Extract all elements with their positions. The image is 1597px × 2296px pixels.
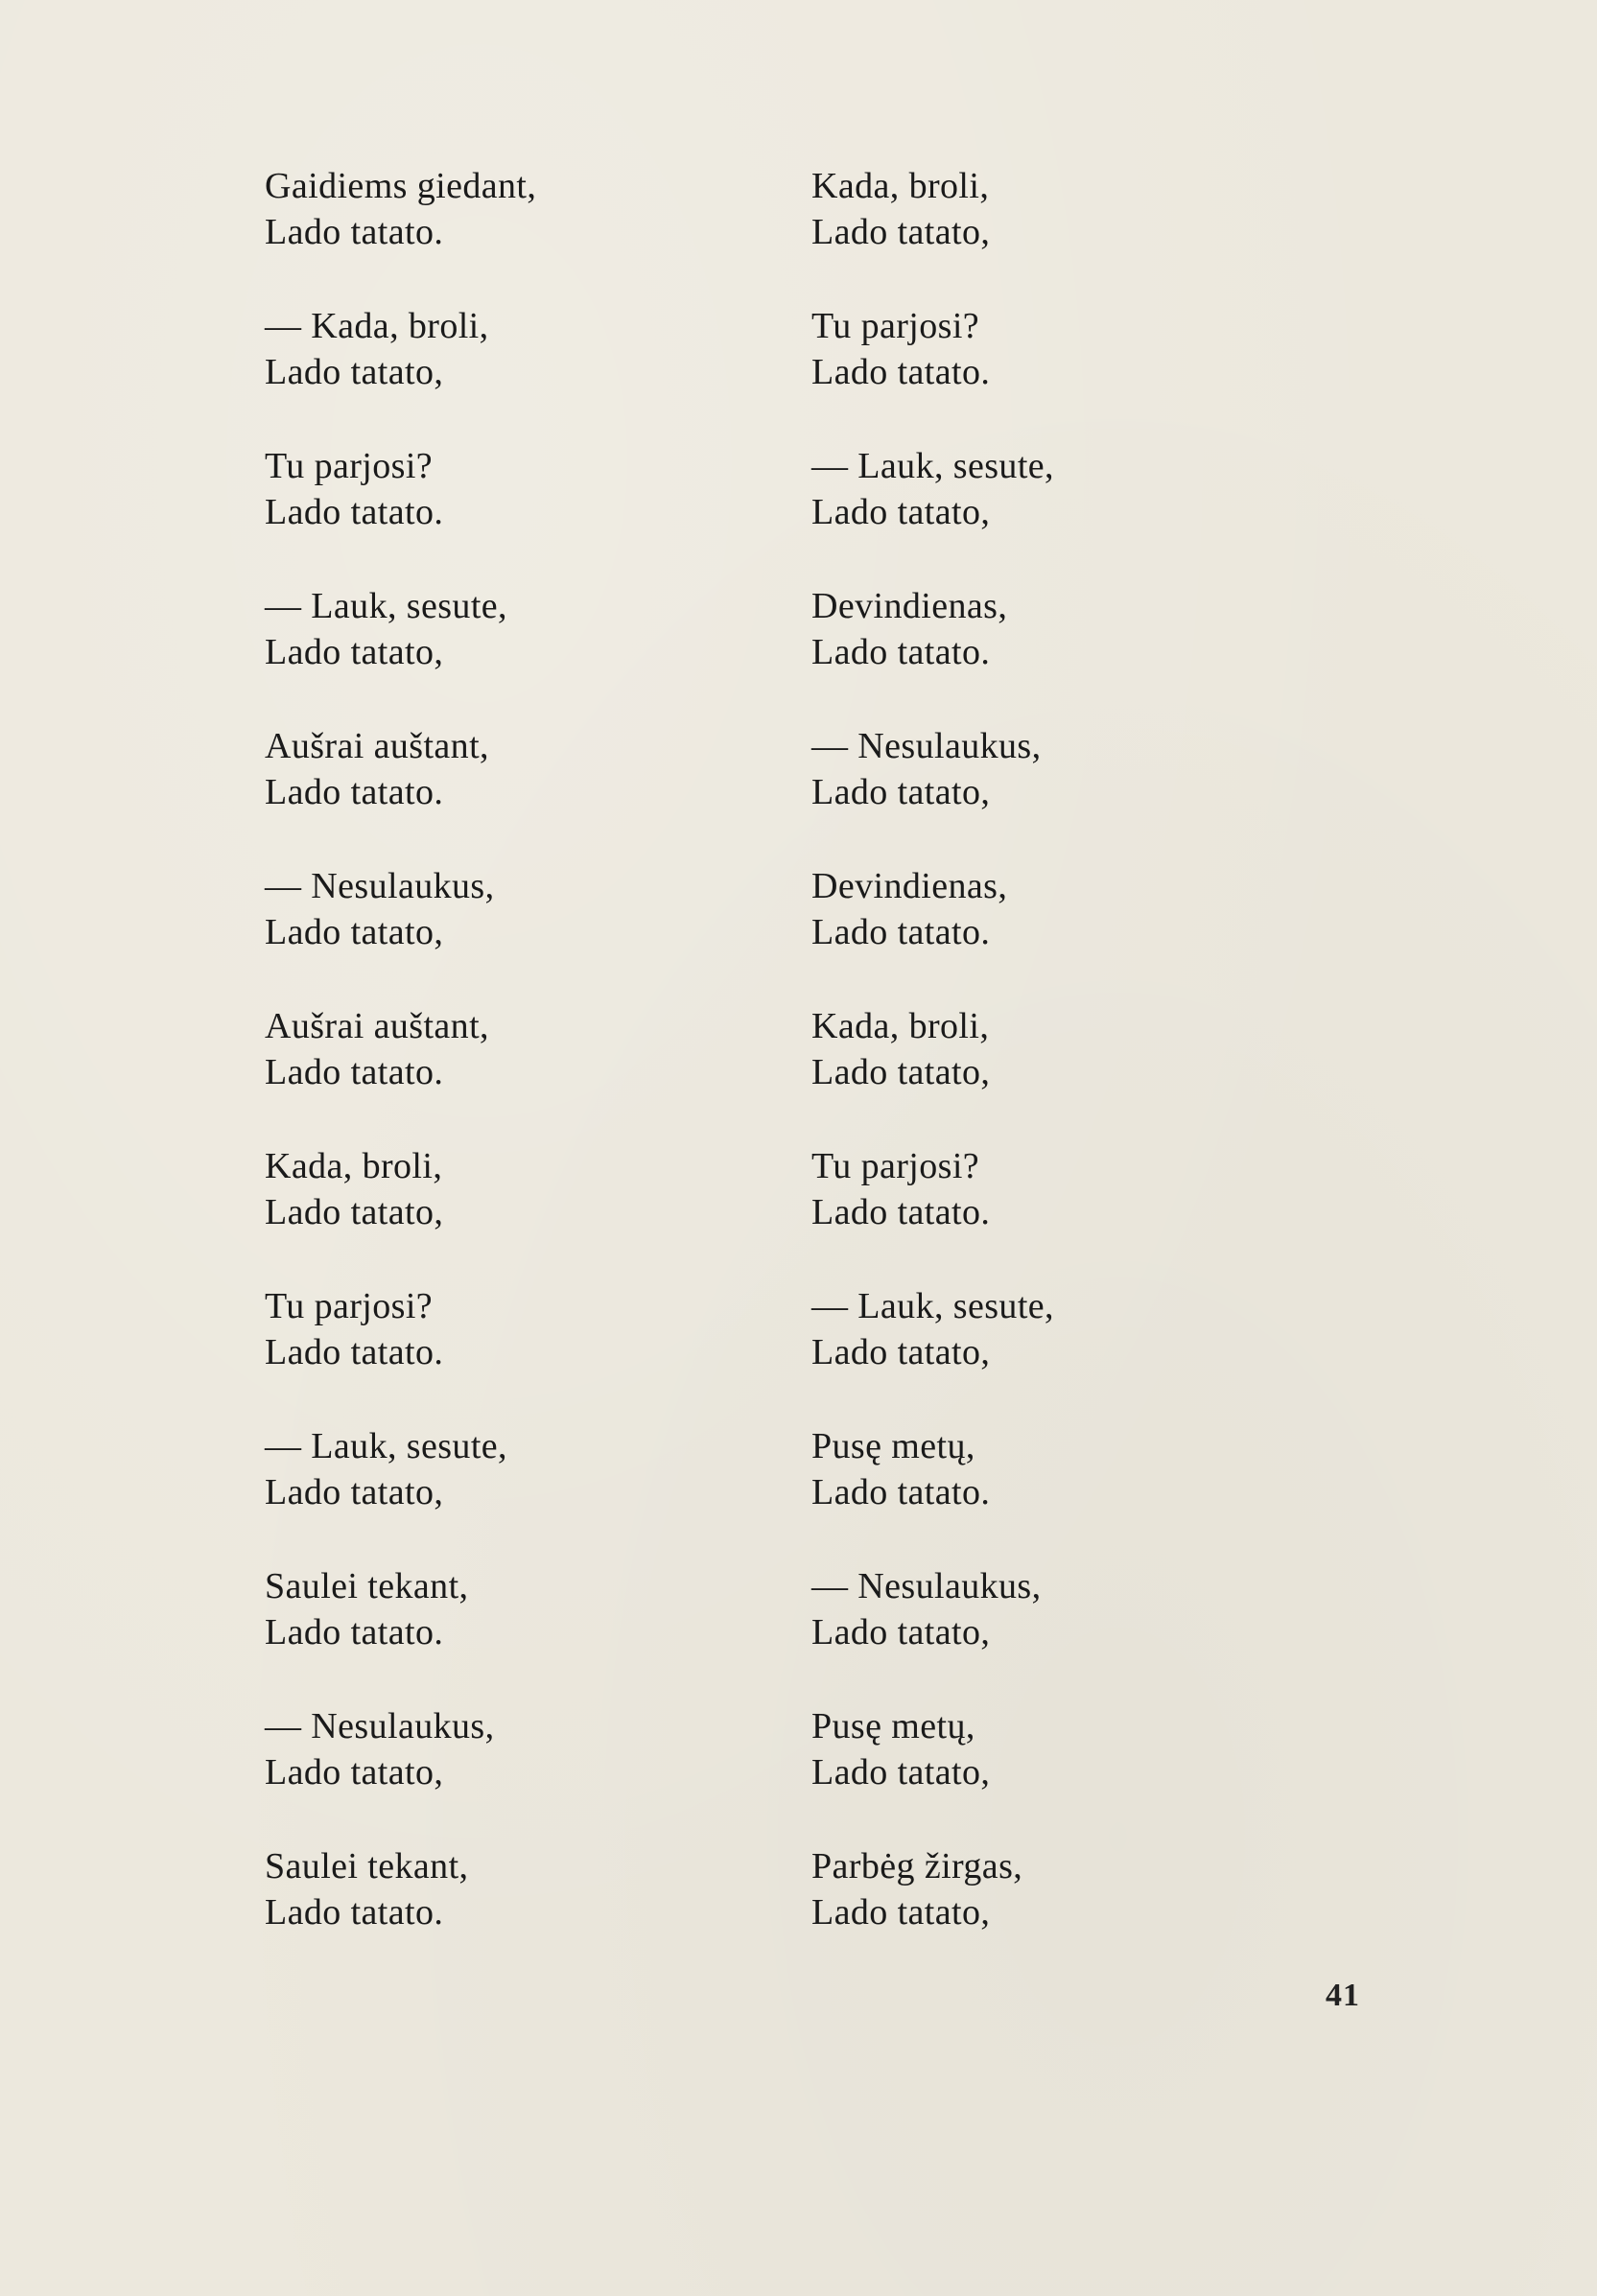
verse-line: — Nesulaukus,	[265, 866, 495, 906]
stanza	[265, 1843, 468, 1935]
verse-line: Aušrai auštant,	[265, 726, 489, 766]
verse-line: Lado tatato,	[811, 1752, 991, 1792]
verse-line: Parbėg žirgas,	[811, 1846, 1023, 1886]
verse-line: Gaidiems giedant,	[265, 166, 537, 206]
stanza	[811, 583, 1007, 675]
verse-line: Kada, broli,	[811, 1006, 990, 1046]
verse-line: Lado tatato,	[265, 1192, 444, 1232]
verse-line: Lado tatato.	[811, 352, 991, 392]
stanza	[811, 1003, 990, 1095]
verse-line: Lado tatato.	[265, 1332, 444, 1372]
verse-line: Saulei tekant,	[265, 1566, 469, 1606]
verse-line: Devindienas,	[811, 586, 1008, 626]
verse-line: — Lauk, sesute,	[811, 1286, 1054, 1326]
verse-line: Lado tatato,	[265, 1752, 444, 1792]
verse-line: Lado tatato,	[265, 1472, 444, 1512]
verse-line: — Kada, broli,	[265, 306, 489, 346]
verse-line: Tu parjosi?	[811, 306, 980, 346]
stanza	[811, 863, 1007, 955]
verse-line: — Lauk, sesute,	[265, 586, 507, 626]
verse-line: Kada, broli,	[811, 166, 990, 206]
verse-line: — Nesulaukus,	[811, 726, 1042, 766]
verse-line: Tu parjosi?	[811, 1146, 980, 1186]
stanza	[265, 1423, 507, 1515]
verse-line: Lado tatato,	[265, 352, 444, 392]
verse-line: Lado tatato,	[811, 1612, 991, 1652]
page-number: 41	[1326, 1978, 1360, 2013]
verse-line: Tu parjosi?	[265, 1286, 434, 1326]
verse-line: — Nesulaukus,	[811, 1566, 1042, 1606]
verse-line: Lado tatato.	[265, 772, 444, 812]
stanza	[265, 1283, 443, 1375]
verse-line: — Lauk, sesute,	[811, 446, 1054, 486]
verse-line: Lado tatato.	[811, 632, 991, 672]
verse-line: Lado tatato.	[265, 492, 444, 532]
stanza	[265, 1703, 495, 1795]
stanza	[265, 863, 495, 955]
stanza	[265, 723, 489, 815]
verse-line: Lado tatato,	[265, 912, 444, 952]
verse-line: Aušrai auštant,	[265, 1006, 489, 1046]
verse-line: Lado tatato,	[811, 212, 991, 252]
stanza	[811, 1143, 990, 1235]
verse-line: — Nesulaukus,	[265, 1706, 495, 1746]
verse-line: Lado tatato.	[265, 1052, 444, 1092]
verse-line: Saulei tekant,	[265, 1846, 469, 1886]
verse-line: Lado tatato.	[811, 1472, 991, 1512]
stanza	[265, 163, 536, 255]
stanza	[265, 1563, 468, 1655]
verse-line: Lado tatato.	[811, 1192, 991, 1232]
verse-line: Lado tatato,	[811, 492, 991, 532]
verse-line: Pusę metų,	[811, 1706, 975, 1746]
stanza	[265, 443, 443, 535]
verse-line: Lado tatato.	[265, 212, 444, 252]
stanza	[811, 1423, 990, 1515]
stanza	[265, 1003, 489, 1095]
verse-line: Lado tatato,	[265, 632, 444, 672]
verse-line: Lado tatato.	[811, 912, 991, 952]
verse-line: Kada, broli,	[265, 1146, 443, 1186]
stanza	[811, 1283, 1054, 1375]
stanza	[811, 723, 1042, 815]
verse-line: Lado tatato.	[265, 1892, 444, 1933]
stanza	[265, 1143, 443, 1235]
verse-line: — Lauk, sesute,	[265, 1426, 507, 1466]
stanza	[811, 1563, 1042, 1655]
verse-line: Lado tatato,	[811, 1052, 991, 1092]
stanza	[265, 583, 507, 675]
verse-line: Tu parjosi?	[265, 446, 434, 486]
stanza	[811, 163, 990, 255]
stanza	[811, 1703, 990, 1795]
verse-line: Pusę metų,	[811, 1426, 975, 1466]
stanza	[811, 303, 990, 395]
stanza	[265, 303, 489, 395]
stanza	[811, 443, 1054, 535]
stanza	[811, 1843, 1022, 1935]
verse-line: Lado tatato,	[811, 1892, 991, 1933]
verse-line: Lado tatato.	[265, 1612, 444, 1652]
verse-line: Lado tatato,	[811, 772, 991, 812]
verse-line: Lado tatato,	[811, 1332, 991, 1372]
verse-line: Devindienas,	[811, 866, 1008, 906]
